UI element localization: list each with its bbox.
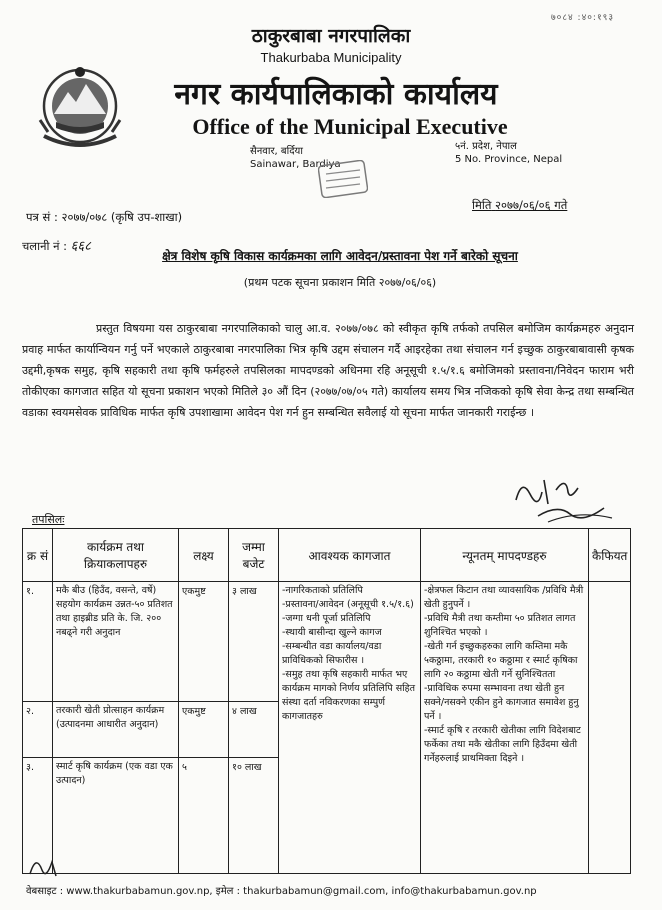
notice-body-paragraph: प्रस्तुत विषयमा यस ठाकुरबाबा नगरपालिकाको चालु आ.व. २०७७/०७८ को स्वीकृत कृषि तर्फको तपसिल बमोजिम कार्यक्रमहरु अनुदान प्रवाह मार्फत कार्यान्वियन गर्नु पर्ने भएकाले ठाकुरबाबा नगरपालिका भित्र कृषि उद्दम संचालन गर्दै आइरहेका तथा संचालन गर्न इच्छुक ठाकुरबाबावासी कृषक उद्दमी,कृषक समुह, कृषि सहकारी तथा कृषि फर्महरुले तपसिलका मापदण्डको अधिनमा रहि अनूसूची १.५/१.६ बमोजिमको प्रस्तावना/निवेदन फाराम भरी तोकीएका कागजात सहित यो सूचना प्रकाशन भएको मितिले ३० औं दिन (२०७७/०७/०५ गते) कार्यालय समय भित्र नजिकको कृषि सेवा केन्द्र तथा सम्बन्धित वडाका स्वयमसेवक प्राविधिक मार्फत कृषि उपशाखामा आवेदन पेश गर्न हुन सम्बन्धित सवैलाई यो सूचना मार्फत जानकारी गराईन्छ । (22, 322, 634, 419)
cell-sn: २. (23, 702, 53, 758)
signature-icon (508, 470, 618, 528)
cell-program: स्मार्ट कृषि कार्यक्रम (एक वडा एक उत्पादन) (53, 758, 179, 874)
cell-target: एकमुष्ट (179, 702, 229, 758)
col-header-program: कार्यक्रम तथा क्रियाकलापहरु (53, 529, 179, 582)
address-right-en: 5 No. Province, Nepal (455, 154, 563, 165)
date-label: मिति (472, 198, 492, 212)
letter-number-value: २०७७/०७८ (कृषि उप-शाखा) (61, 210, 183, 224)
col-header-documents: आवश्यक कागजात (279, 529, 421, 582)
address-right-np: ५नं. प्रदेश, नेपाल (455, 141, 517, 152)
notice-subtitle: (प्रथम पटक सूचना प्रकाशन मिति २०७७/०६/०६) (243, 276, 437, 289)
cell-program: मकै बीउ (हिउँद, वसन्ते, वर्षे) सहयोग कार्यक्रम उन्नत-५० प्रतिशत तथा हाइब्रीड प्रति के. जि. २०० नबढ्ने गरी अनुदान (53, 582, 179, 702)
letter-number (26, 210, 182, 225)
table-header-row (23, 529, 631, 582)
date-value: २०७७/०६/०६ गते (495, 198, 568, 212)
letter-number-label: पत्र सं : (26, 210, 58, 224)
col-header-remarks: कैफियत (589, 529, 631, 582)
notice-title: क्षेत्र विशेष कृषि विकास कार्यक्रमका लागि आवेदन/प्रस्तावना पेश गर्ने बारेको सूचना (162, 249, 518, 263)
dispatch-number-label: चलानी नं : (22, 239, 68, 253)
table-row (23, 582, 631, 702)
footer-contact: वेबसाइट : www.thakurbabamun.gov.np, इमेल : thakurbabamun@gmail.com, info@thakurbabamun.gov.np (26, 886, 537, 897)
col-header-sn: क्र सं (23, 529, 53, 582)
initials-signature-icon (26, 852, 66, 882)
cell-budget: ४ लाख (229, 702, 279, 758)
cell-criteria (421, 582, 589, 874)
office-stamp-icon (318, 160, 368, 198)
document-item: -स्थायी बासीन्दा खुल्ने कागज (282, 627, 382, 638)
cell-sn: १. (23, 582, 53, 702)
cell-budget: १० लाख (229, 758, 279, 874)
office-name-en: Office of the Municipal Executive (192, 114, 508, 139)
document-item: -समुह तथा कृषि सहकारी मार्फत भए कार्यक्रम मागको निर्णय प्रतिलिपि सहित संस्था दर्ता नविकरणका सम्पुर्ण कागजातहरु (282, 669, 416, 722)
col-header-criteria: न्यूनतम् मापदण्डहरु (421, 529, 589, 582)
cell-budget: ३ लाख (229, 582, 279, 702)
criteria-item: -प्रविधि मैत्री तथा कम्तीमा ५० प्रतिशत लागत शुनिश्चित भएको । (424, 613, 576, 638)
col-header-target: लक्ष्य (179, 529, 229, 582)
notice-body (22, 318, 634, 423)
cell-remarks (589, 582, 631, 874)
cell-program: तरकारी खेती प्रोत्साहन कार्यक्रम (उत्पादनमा आधारीत अनुदान) (53, 702, 179, 758)
municipality-name-np: ठाकुरबाबा नगरपालिका (251, 25, 411, 47)
document-item: -नागरिकताको प्रतिलिपि (282, 585, 363, 596)
criteria-item: -प्राविधिक रुपमा सम्भावना तथा खेती हुन सक्ने/नसक्ने एकीन हुने कागजात समावेश हुनु पर्ने । (424, 683, 579, 722)
document-item: -सम्बन्धीत वडा कार्यालय/वडा प्राविधिकको सिफारीस । (282, 641, 382, 666)
address-left-np: सैनवार, बर्दिया (250, 146, 303, 157)
address-left-en: Sainawar, Bardiya (250, 159, 341, 170)
document-item: -जग्गा धनी पूर्जा प्रतिलिपि (282, 613, 371, 624)
criteria-item: -क्षेत्रफल किटान तथा व्यावसायिक /प्रविधि मैत्री खेती हुनुपर्ने । (424, 585, 584, 610)
col-header-budget: जम्मा बजेट (229, 529, 279, 582)
cell-target: ५ (179, 758, 229, 874)
reference-number: ७०८४ :४०:१९३ (550, 13, 614, 23)
notice-date (472, 198, 567, 213)
program-table (22, 528, 631, 874)
criteria-item: -स्मार्ट कृषि र तरकारी खेतीका लागि विदेशबाट फर्केका तथा मकै खेतीका लागि हिउँदमा खेती गर्नेहरुलाई प्राथमिक्ता दिइने । (424, 725, 581, 764)
cell-documents (279, 582, 421, 874)
cell-sn: ३. (23, 758, 53, 874)
dispatch-number-value: ६६८ (70, 239, 91, 254)
municipality-name-en: Thakurbaba Municipality (260, 50, 402, 65)
document-item: -प्रस्तावना/आवेदन (अनूसूची १.५/१.६) (282, 599, 414, 610)
details-label: तपसिलः (32, 513, 65, 526)
address-right (455, 140, 562, 166)
criteria-item: -खेती गर्न इच्छुकहरुका लागि कम्तिमा मकै ५कठ्ठामा, तरकारी १० कठ्ठामा र स्मार्ट कृषिका लागि २० कठ्ठामा खेती गर्ने सुनिश्चितता (424, 641, 578, 680)
cell-target: एकमुष्ट (179, 582, 229, 702)
office-name-np: नगर कार्यपालिकाको कार्यालय (174, 77, 498, 112)
nepal-emblem-icon (34, 62, 126, 158)
